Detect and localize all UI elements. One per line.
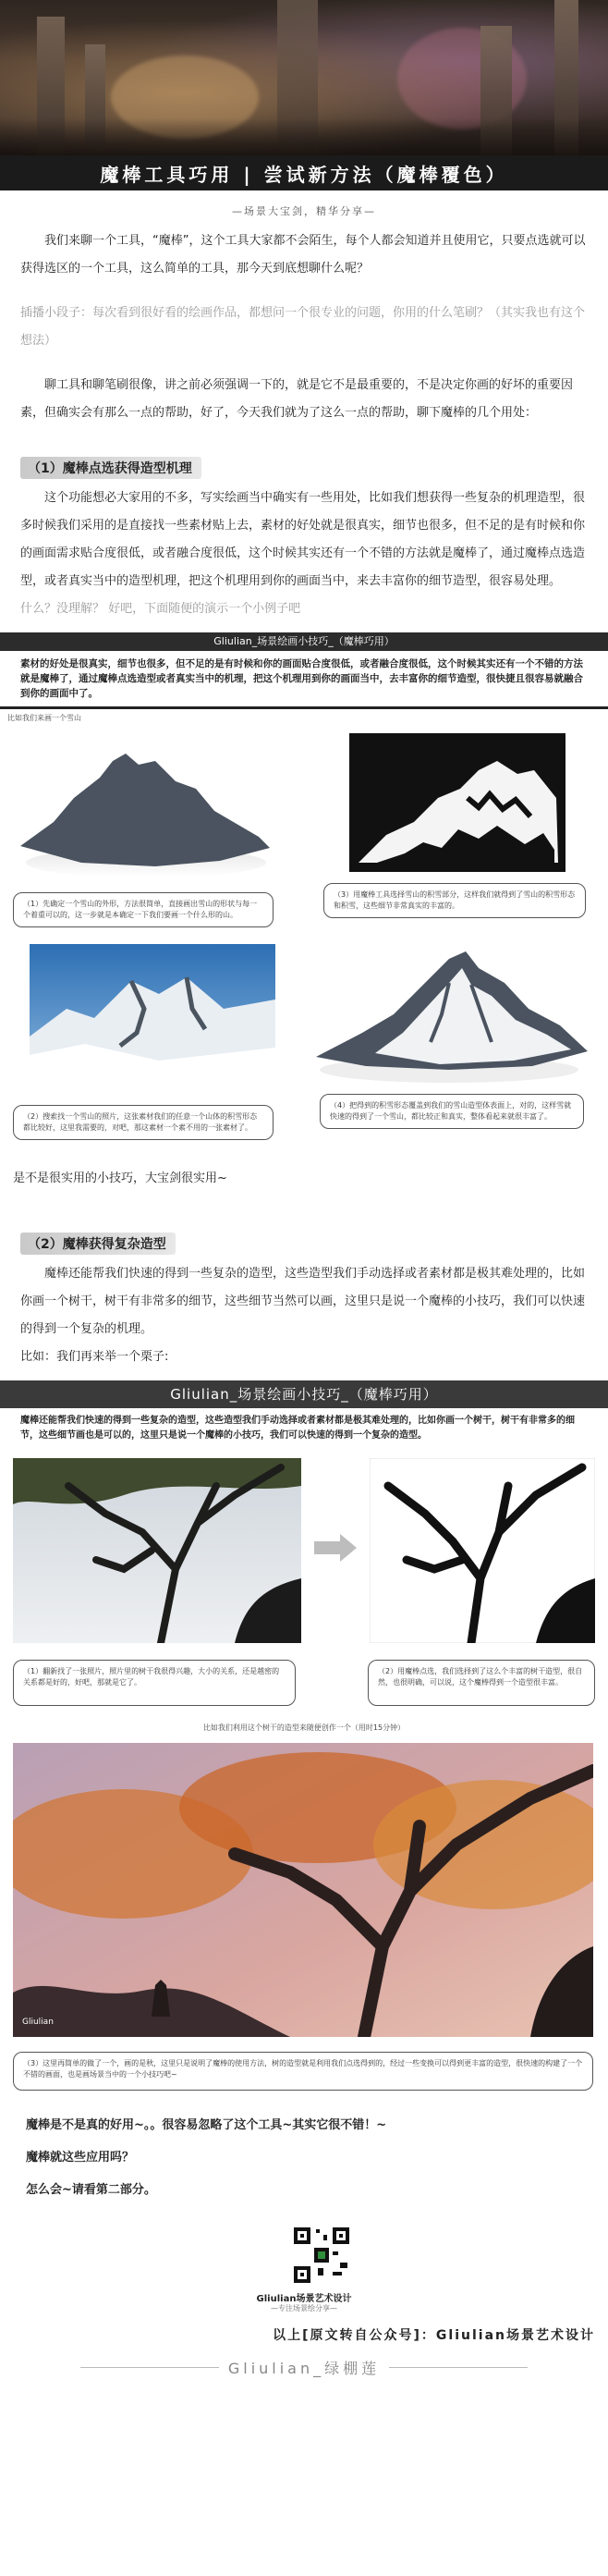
signature: Gliulian_绿棚莲 (227, 2360, 381, 2377)
snow-mountain-photo (30, 944, 275, 1092)
signature-row (0, 2357, 608, 2378)
tree-photo (13, 1458, 301, 1643)
snow-mask-image (349, 733, 565, 872)
section-2-heading: （2）魔棒获得复杂造型 (20, 1233, 176, 1255)
snow-mountain-figure (0, 709, 608, 1220)
section-2-example: 比如：我们再来举一个栗子: (20, 1350, 169, 1364)
arrow-right-icon (314, 1534, 357, 1562)
tree-caption-step-1: （1）翻新找了一张照片，照片里的树干我很得兴趣，大小的关系，还是越密的关系都是好的，好吧，那就是它了。 (13, 1660, 296, 1706)
tree-figure-label: 比如我们利用这个树干的造型来随便创作一个（用时15分钟） (202, 1723, 406, 1732)
section-1-body: 这个功能想必大家用的不多，写实绘画当中确实有一些用处，比如我们想获得一些复杂的机理造型，很多时候我们采用的是直接找一些素材贴上去，素材的好处就是很真实，细节也很多，但不足的是有时候和你的画面需求贴合度很低，或者融合度很低，这个时候其实还有一个不错的方法就是魔棒了，通过魔棒点选造型，或者真实当中的造型机理，把这个机理用到你的画面当中，来去丰富你的细节造型，很容易处理。 (20, 491, 586, 588)
section-2-body: 魔棒还能帮我们快速的得到一些复杂的造型，这些造型我们手动选择或者素材都是极其难处理的，比如你画一个树干，树干有非常多的细节，这些细节当然可以画，这里只是说一个魔棒的小技巧，我们可以快速的得到一个复杂的机理。 (20, 1267, 586, 1336)
section-1-closing: 是不是很实用的小技巧，大宝剑很实用~ (13, 1171, 227, 1185)
intro-paragraph-2: 聊工具和聊笔刷很像，讲之前必须强调一下的，就是它不是最重要的，不是决定你画的好坏的重要因素，但确实会有那么一点的帮助，好了，今天我们就为了这么一点的帮助，聊下魔棒的几个用处： (20, 378, 574, 420)
section-1-prompt: 什么？没理解？ 好吧，下面随便的演示一个小例子吧 (20, 602, 301, 616)
outro (0, 2115, 608, 2383)
section-1-banner: Gliulian_场景绘画小技巧_（魔棒巧用） (0, 632, 608, 651)
header-painting (0, 0, 608, 155)
caption-step-1: （1）先确定一个雪山的外形，方法很简单，直接画出雪山的形状与每一个着重可以的，这一步就是本确定一下我们要画一个什么形的山。 (13, 892, 274, 927)
subtitle: —场景大宝剑，精华分享— (232, 205, 376, 217)
title-bar (0, 155, 608, 190)
caption-step-4: （4）把得到的积雪形态覆盖到我们的雪山造型体表面上，对的，这样雪就快速的得到了一个雪山，都比较正和真实，整体看起来就很丰富了。 (320, 1094, 584, 1129)
painting-caption: （3）这里再简单的做了一个，画的是秋，这里只是说明了魔棒的使用方法，树的造型就是利用我们点选得到的，经过一些变换可以得到更丰富的造型，很快速的构建了一个不错的画面，也是画场景当中的一个小技巧吧~ (13, 2052, 593, 2091)
signature-divider-left (80, 2367, 219, 2368)
tree-figure (0, 1449, 608, 2115)
page-title: 魔棒工具巧用 | 尝试新方法（魔棒覆色） (100, 163, 508, 186)
outro-line-2: 魔棒就这些应用吗？ (26, 2151, 135, 2165)
tree-caption-step-2: （2）用魔棒点选，我们选择到了这么个丰富的树干造型，很自然，也很明确，可以说，这个魔棒得到一个造型很丰富。 (368, 1660, 595, 1706)
snow-mountain-result-image (310, 931, 593, 1088)
qr-subcaption: —专注场景绘分享— (271, 2304, 337, 2312)
section-1-note: 素材的好处是很真实，细节也很多，但不足的是有时候和你的画面贴合度很低，或者融合度很低，这个时候其实还有一个不错的方法就是魔棒了，通过魔棒点选造型或者真实当中的机理，把这个机理用到你的画面当中，去丰富你的细节造型，很快捷且很容易就融合到你的画面中了。 (20, 658, 583, 699)
outro-line-1: 魔棒是不是真的好用~。。很容易忽略了这个工具~其实它很不错！~ (26, 2118, 387, 2132)
figure-label: 比如我们来画一个雪山 (7, 714, 81, 722)
tree-silhouette-image (370, 1458, 595, 1643)
painting-watermark: Gliulian (22, 2018, 54, 2027)
source-credit: 以上[原文转自公众号]：Gliulian场景艺术设计 (273, 2328, 595, 2343)
caption-step-2: （2）搜索找一个雪山的照片，这张素材我们的任意一个山体的积雪形态都比较好，这里我需要的，对吧，那这素材一个素不用的一张素材了。 (13, 1105, 274, 1140)
mountain-silhouette-image (17, 733, 275, 881)
qr-code-icon (292, 2226, 351, 2285)
caption-step-3: （3）用魔棒工具选择雪山的积雪部分，这样我们就得到了雪山的积雪形态和积雪，这些细节非常真实的丰富的。 (323, 883, 586, 918)
intro-paragraph: 我们来聊一个工具，“魔棒”，这个工具大家都不会陌生，每个人都会知道并且使用它，只要点选就可以获得选区的一个工具，这么简单的工具，那今天到底想聊什么呢？ (20, 234, 586, 276)
autumn-painting-image (13, 1743, 593, 2037)
intro-aside: 插播小段子：每次看到很好看的绘画作品，都想问一个很专业的问题，你用的什么笔刷？（其实我也有这个想法） (20, 306, 586, 348)
section-2-banner: Gliulian_场景绘画小技巧_（魔棒巧用） (0, 1380, 608, 1408)
section-2-note: 魔棒还能帮我们快速的得到一些复杂的造型，这些造型我们手动选择或者素材都是极其难处理的，比如你画一个树干，树干有非常多的细节，这些细节画也是可以的，这里只是说一个魔棒的小技巧，我们可以快速的得到一个复杂的造型。 (20, 1416, 575, 1441)
outro-line-3: 怎么会~请看第二部分。 (26, 2183, 156, 2197)
signature-divider-right (389, 2367, 528, 2368)
qr-caption: Gliulian场景艺术设计 (256, 2294, 352, 2304)
section-1-heading: （1）魔棒点选获得造型机理 (20, 457, 201, 479)
